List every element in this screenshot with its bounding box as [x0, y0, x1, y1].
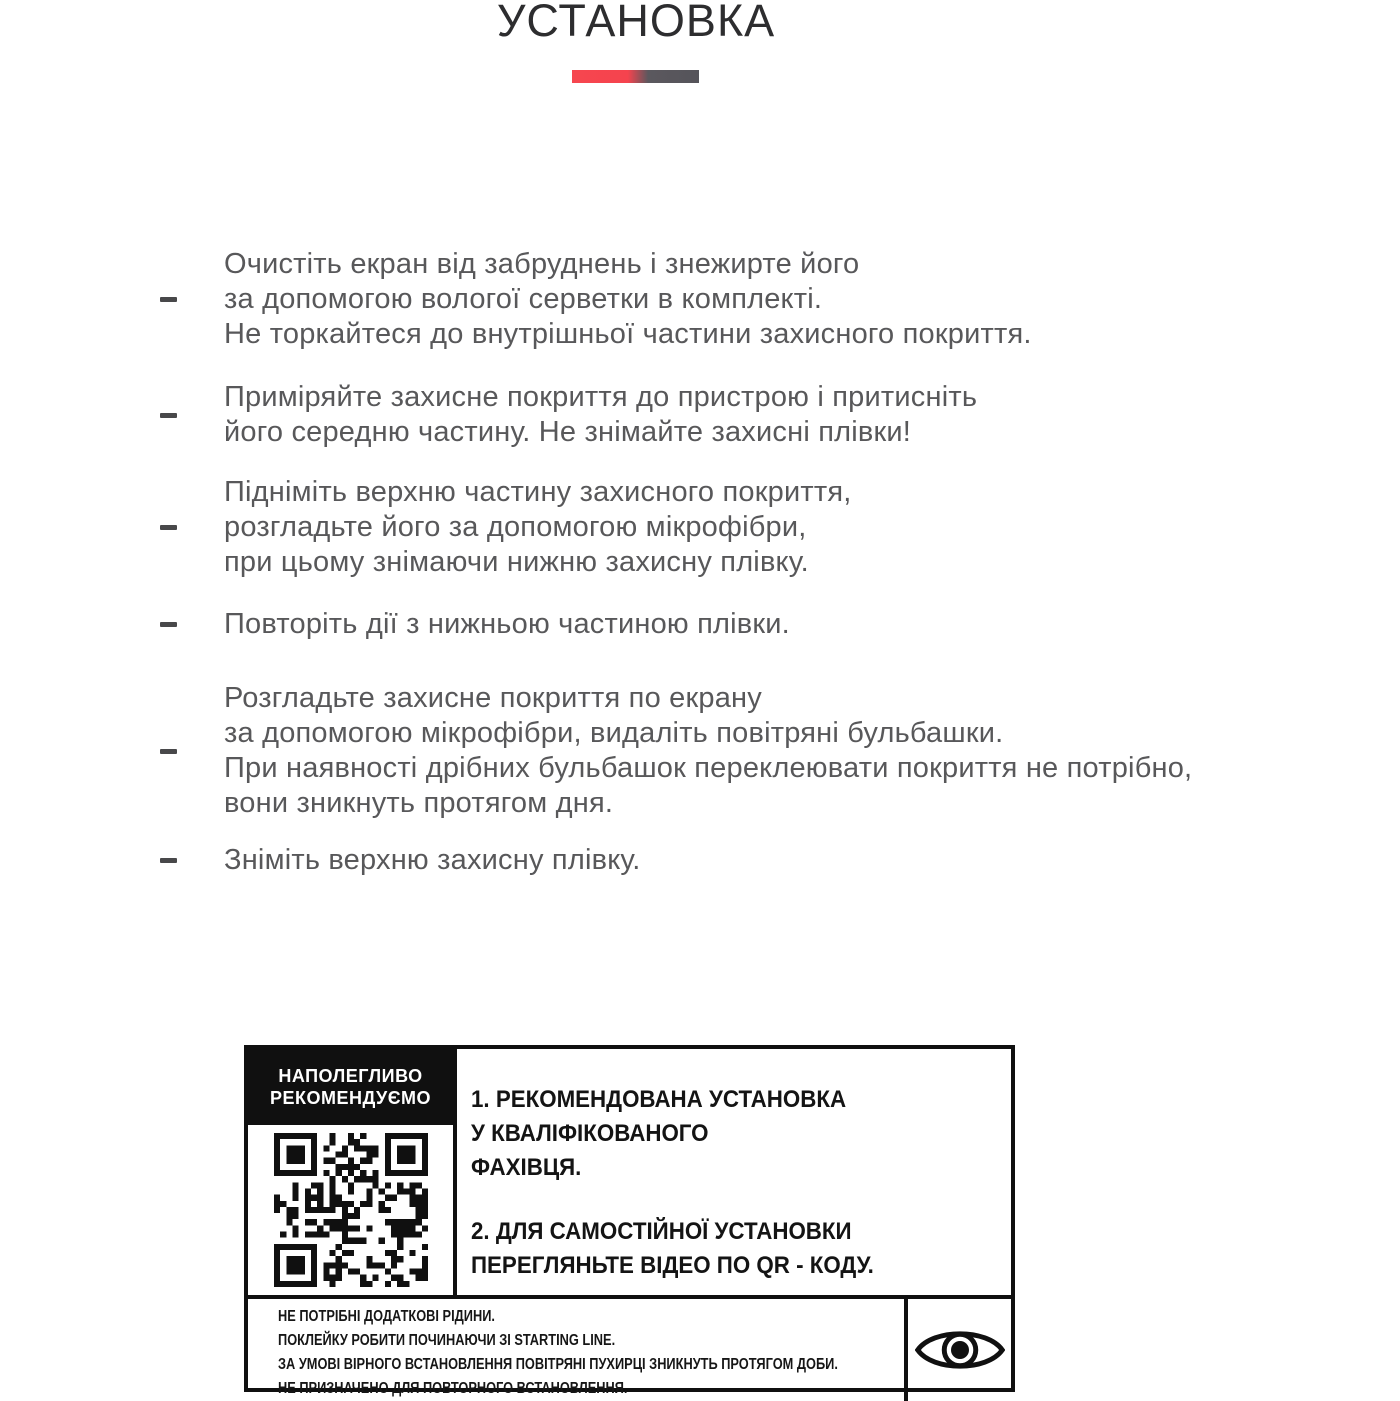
text-line: ПЕРЕГЛЯНЬТЕ ВІДЕО ПО QR - КОДУ. — [471, 1252, 874, 1279]
text-line: розгладьте його за допомогою мікрофібри, — [224, 511, 807, 543]
qr-header-line: РЕКОМЕНДУЄМО — [269, 1088, 432, 1108]
footnote-line: НЕ ПОТРІБНІ ДОДАТКОВІ РІДИНИ. — [278, 1308, 495, 1325]
text-line: У КВАЛІФІКОВАНОГО — [471, 1120, 709, 1147]
marker-column — [160, 525, 224, 530]
page-title: УСТАНОВКА — [496, 0, 776, 46]
text-line: його середню частину. Не знімайте захисні плівки! — [224, 416, 912, 448]
eye-icon — [915, 1321, 1005, 1379]
list-item-text — [224, 607, 790, 642]
list-item — [160, 843, 1320, 878]
text-line: Повторіть дії з нижньою частиною плівки. — [224, 608, 790, 640]
text-line: Зніміть верхню захисну плівку. — [224, 844, 641, 876]
list-item — [160, 681, 1320, 821]
text-line: Не торкайтеся до внутрішньої частини захисного покриття. — [224, 318, 1032, 350]
text-line: При наявності дрібних бульбашок переклеювати покриття не потрібно, — [224, 752, 1193, 784]
dash-marker — [160, 413, 177, 418]
list-item-text — [224, 681, 1192, 821]
marker-column — [160, 749, 224, 754]
marker-column — [160, 858, 224, 863]
recommendation-point — [471, 1215, 1003, 1283]
footnote-line: ПОКЛЕЙКУ РОБИТИ ПОЧИНАЮЧИ ЗІ STARTING LINE. — [278, 1332, 616, 1349]
recommendation-box — [244, 1045, 1015, 1397]
dash-marker — [160, 858, 177, 863]
text-line: ФАХІВЦЯ. — [471, 1154, 582, 1181]
text-line: за допомогою мікрофібри, видаліть повітряні бульбашки. — [224, 717, 1004, 749]
footnote-line: НЕ ПРИЗНАЧЕНО ДЛЯ ПОВТОРНОГО ВСТАНОВЛЕННЯ. — [278, 1380, 628, 1397]
dash-marker — [160, 749, 177, 754]
list-item-text — [224, 843, 640, 878]
qr-code — [274, 1133, 428, 1287]
recommendation-box-top-row — [248, 1049, 1011, 1299]
qr-cell — [248, 1049, 457, 1295]
footnote-line: ЗА УМОВІ ВІРНОГО ВСТАНОВЛЕННЯ ПОВІТРЯНІ ПУХИРЦІ ЗНИКНУТЬ ПРОТЯГОМ ДОБИ. — [278, 1356, 838, 1373]
text-line: Приміряйте захисне покриття до пристрою і притисніть — [224, 381, 978, 413]
qr-header — [248, 1049, 453, 1125]
dash-marker — [160, 297, 177, 302]
marker-column — [160, 413, 224, 418]
recommendation-points — [457, 1049, 1011, 1295]
footnotes — [248, 1299, 908, 1401]
text-line: 2. ДЛЯ САМОСТІЙНОЇ УСТАНОВКИ — [471, 1218, 852, 1245]
list-item-text — [224, 380, 977, 450]
recommendation-point — [471, 1083, 1003, 1185]
list-item — [160, 607, 1320, 642]
title-wrap — [0, 0, 1272, 46]
qr-header-line: НАПОЛЕГЛИВО — [278, 1066, 423, 1086]
text-line: при цьому знімаючи нижню захисну плівку. — [224, 546, 809, 578]
list-item — [160, 247, 1320, 352]
text-line: за допомогою вологої серветки в комплекті. — [224, 283, 823, 315]
dash-marker — [160, 525, 177, 530]
instruction-list — [160, 247, 1320, 878]
list-item-text — [224, 475, 852, 580]
text-line: вони зникнуть протягом дня. — [224, 787, 614, 819]
text-line: Підніміть верхню частину захисного покриття, — [224, 476, 852, 508]
qr-zone — [248, 1125, 453, 1295]
text-line: Очистіть екран від забруднень і знежирте його — [224, 248, 860, 280]
text-line: Розгладьте захисне покриття по екрану — [224, 682, 762, 714]
marker-column — [160, 622, 224, 627]
eye-cell — [908, 1299, 1011, 1401]
marker-column — [160, 297, 224, 302]
list-item-text — [224, 247, 1032, 352]
recommendation-box-bottom-row — [248, 1299, 1011, 1401]
list-item — [160, 475, 1320, 580]
dash-marker — [160, 622, 177, 627]
list-item — [160, 380, 1320, 450]
accent-divider-bar — [572, 70, 699, 83]
text-line: 1. РЕКОМЕНДОВАНА УСТАНОВКА — [471, 1086, 847, 1113]
